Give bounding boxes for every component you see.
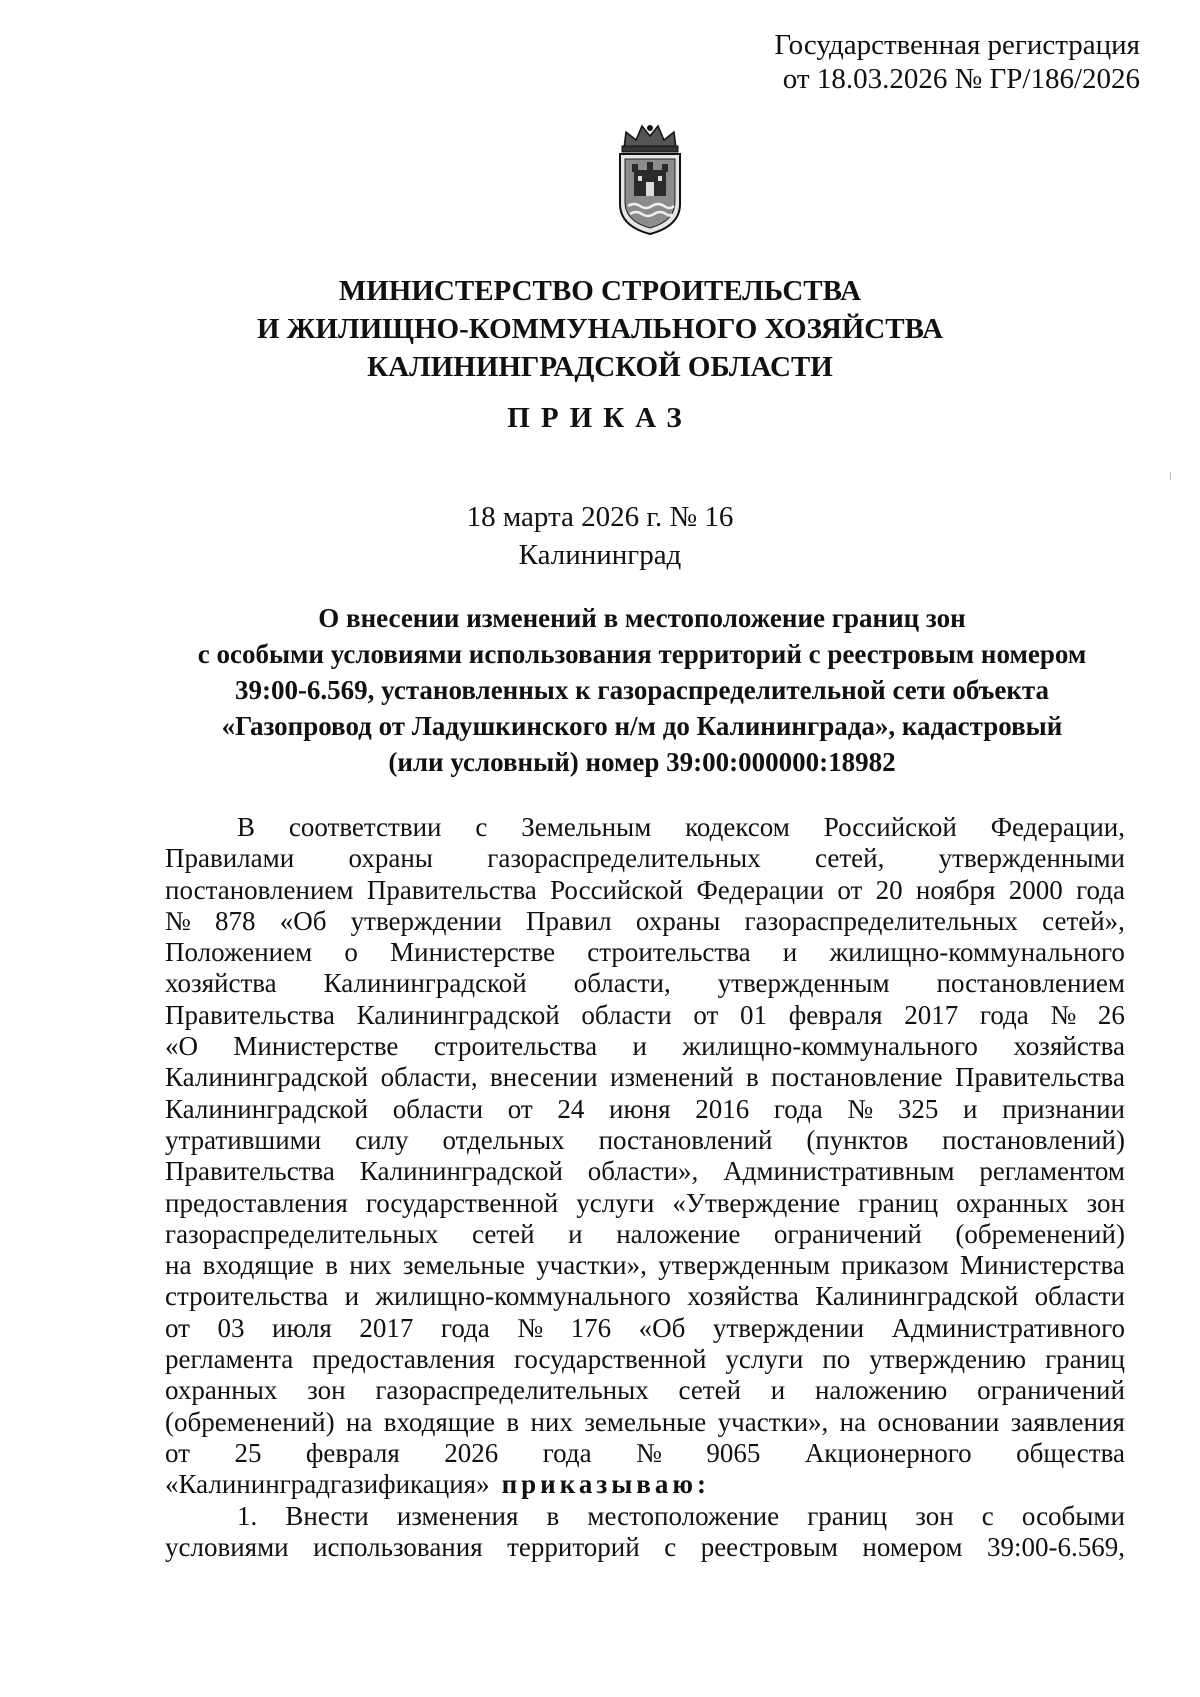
body-line	[165, 1094, 1125, 1125]
body-word: них	[349, 1250, 392, 1281]
body-word: особыми	[1021, 1500, 1125, 1531]
registration-line-1: Государственная регистрация	[774, 29, 1140, 61]
body-word: (обременений)	[165, 1406, 335, 1437]
body-line	[165, 1125, 1125, 1156]
body-word: Калининградской	[323, 968, 527, 999]
body-word: сетей,	[815, 843, 885, 874]
body-word: №	[517, 1312, 544, 1343]
body-word: них	[530, 1406, 573, 1437]
body-word: 325	[897, 1093, 939, 1124]
body-line	[165, 1062, 1125, 1093]
body-word: утвержденными	[938, 843, 1125, 874]
body-word: жилищно-коммунального	[375, 1281, 671, 1312]
body-word: Правительства	[955, 1062, 1125, 1093]
body-word: 1.	[237, 1500, 258, 1531]
title-line: О внесении изменений в местоположение границ зон	[318, 603, 966, 633]
body-word: области	[392, 1093, 484, 1124]
body-word: от	[837, 874, 863, 905]
body-word: 176	[570, 1312, 612, 1343]
body-word: входящие	[383, 1406, 496, 1437]
order-date-number: 18 марта 2026 г. № 16	[466, 501, 734, 533]
body-word: государственной	[513, 1344, 707, 1375]
body-word: границ	[1045, 1344, 1125, 1375]
body-word: Правительства	[165, 1156, 335, 1187]
body-word: февраля	[788, 999, 883, 1030]
body-word: газораспределительных	[744, 905, 1018, 936]
body-word: Калининградской	[356, 999, 560, 1030]
body-word: соответствии	[288, 812, 442, 842]
body-word: сетей	[472, 1218, 535, 1249]
body-word: строительства	[587, 937, 751, 968]
body-word: заявления	[1010, 1406, 1125, 1437]
body-word: Административным	[723, 1156, 955, 1187]
body-word: от	[693, 999, 719, 1030]
body-word: области	[1034, 1281, 1125, 1312]
coat-of-arms-icon	[612, 122, 688, 238]
body-word: ограничений	[773, 1218, 922, 1249]
body-word: условиями	[165, 1531, 289, 1562]
body-word: 2026	[444, 1437, 499, 1468]
body-word: Министерстве	[233, 1031, 399, 1062]
ministry-line-2: И ЖИЛИЩНО-КОММУНАЛЬНОГО ХОЗЯЙСТВА	[256, 313, 944, 345]
body-word: реестровым	[700, 1531, 838, 1562]
ministry-name	[0, 272, 1200, 386]
title-line: 39:00-6.569, установленных к газораспределительной сети объекта	[234, 675, 1050, 705]
body-word: охранных	[165, 1375, 278, 1406]
body-word: Федерации	[696, 874, 824, 905]
body-word: Земельным	[521, 812, 652, 842]
scan-mark	[1170, 472, 1171, 480]
body-word: и	[963, 1093, 978, 1124]
body-word: газораспределительных	[487, 843, 761, 874]
title-line: «Газопровод от Ладушкинского н/м до Калининграда», кадастровый	[221, 711, 1063, 741]
body-word: Российской	[550, 874, 684, 905]
body-word: Министерстве	[390, 937, 556, 968]
body-line	[165, 1219, 1125, 1250]
ministry-line-1: МИНИСТЕРСТВО СТРОИТЕЛЬСТВА	[338, 275, 862, 307]
body-word: с	[475, 812, 488, 842]
body-word: №	[847, 1093, 874, 1124]
body-word: Министерства	[960, 1250, 1125, 1281]
registration-stamp	[774, 28, 1140, 96]
body-word: газораспределительных	[165, 1218, 439, 1249]
body-word: утверждению	[869, 1344, 1027, 1375]
body-word: утвержденным	[658, 1250, 830, 1281]
body-word: года	[773, 1093, 823, 1124]
title-line: с особыми условиями использования территорий с реестровым номером	[197, 639, 1087, 669]
body-word: от	[165, 1437, 190, 1468]
body-line	[165, 1250, 1125, 1281]
body-word: 25	[234, 1437, 262, 1468]
body-word: на	[345, 1406, 373, 1437]
body-word: 24	[557, 1093, 585, 1124]
body-line	[165, 1532, 1125, 1563]
body-word: использования	[313, 1531, 483, 1562]
body-word: сетей	[678, 1375, 742, 1406]
body-word: (обременений)	[955, 1218, 1125, 1249]
body-word: ноября	[915, 874, 996, 905]
body-word: и	[344, 1281, 360, 1312]
body-word: области,	[573, 968, 671, 999]
body-word: и	[782, 937, 798, 968]
order-city: Калининград	[518, 539, 682, 571]
body-word: февраля	[305, 1437, 400, 1468]
body-word: зон	[307, 1375, 346, 1406]
body-line	[165, 968, 1125, 999]
body-word: сетей»,	[1042, 905, 1125, 936]
body-word: границ	[807, 1500, 888, 1531]
body-word: участки»,	[536, 1250, 647, 1281]
body-word: Акционерного	[804, 1437, 972, 1468]
body-word: признании	[1002, 1093, 1125, 1124]
body-word: на	[165, 1250, 192, 1281]
body-word: внесении	[490, 1062, 598, 1093]
body-word: охраны	[348, 843, 433, 874]
body-word: на	[839, 1406, 867, 1437]
body-word: постановлений	[598, 1124, 773, 1155]
body-word: 20	[875, 874, 903, 905]
body-word: с	[664, 1531, 677, 1562]
body-line	[165, 843, 1125, 874]
body-word: от	[507, 1093, 533, 1124]
body-word: и	[632, 1031, 647, 1062]
body-word: жилищно-коммунального	[829, 937, 1125, 968]
body-word: области	[581, 999, 672, 1030]
document-title	[160, 600, 1124, 780]
body-word: 01	[740, 999, 768, 1030]
body-word: ограничений	[977, 1375, 1125, 1406]
body-word: местоположение	[587, 1500, 780, 1531]
body-word: Внести	[285, 1500, 369, 1531]
body-word: Правительства	[165, 999, 335, 1030]
body-line	[165, 875, 1125, 906]
body-word: хозяйства	[165, 968, 277, 999]
body-word: зон	[1086, 1187, 1125, 1218]
body-word: области»,	[587, 1156, 699, 1187]
registration-line-2: от 18.03.2026 № ГР/186/2026	[782, 63, 1140, 95]
body-line	[165, 1156, 1125, 1187]
body-word: «Утверждение	[672, 1187, 841, 1218]
title-line: (или условный) номер 39:00:000000:18982	[388, 747, 896, 777]
body-word: 03	[217, 1312, 245, 1343]
body-word: строительства	[165, 1281, 329, 1312]
body-word: кодексом	[685, 812, 790, 842]
body-word: 9065	[706, 1437, 761, 1468]
body-word: постановление	[771, 1062, 943, 1093]
body-word: земельные	[584, 1406, 707, 1437]
body-word: газораспределительных	[375, 1375, 649, 1406]
body-word: Калининградской	[165, 1093, 369, 1124]
body-word: приказом	[841, 1250, 949, 1281]
body-word: года	[979, 999, 1029, 1030]
body-word: 2016	[695, 1093, 750, 1124]
body-line	[165, 1188, 1125, 1219]
body-word: июля	[272, 1312, 332, 1343]
body-word: июня	[609, 1093, 671, 1124]
body-word: 26	[1097, 999, 1125, 1030]
body-line	[165, 937, 1125, 968]
body-word: услуги	[576, 1187, 655, 1218]
body-line	[165, 1501, 1125, 1532]
body-word: строительства	[433, 1031, 598, 1062]
body-word: в	[546, 1500, 560, 1531]
body-word: Административного	[891, 1312, 1125, 1343]
body-line	[165, 1313, 1125, 1344]
body-word: границ	[858, 1187, 939, 1218]
body-word: «О	[165, 1031, 198, 1062]
ministry-line-3: КАЛИНИНГРАДСКОЙ ОБЛАСТИ	[367, 351, 833, 383]
body-word: 878	[214, 905, 256, 936]
body-word: общества	[1016, 1437, 1125, 1468]
body-word: зон	[915, 1500, 954, 1531]
body-word: с	[981, 1500, 994, 1531]
body-word: Федерации,	[990, 812, 1125, 842]
body-word: по	[822, 1344, 851, 1375]
body-word: №	[636, 1437, 662, 1468]
body-line	[165, 1407, 1125, 1438]
body-line	[165, 812, 1125, 843]
body-word: постановлений)	[942, 1124, 1125, 1155]
body-word: №	[1050, 999, 1077, 1030]
body-word: участки»,	[717, 1406, 829, 1437]
body-line	[165, 1375, 1125, 1406]
document-body	[165, 812, 1125, 1563]
order-word: приказываю:	[501, 1469, 710, 1500]
body-word: Калининградской	[165, 1062, 369, 1093]
body-word: «Об	[638, 1312, 686, 1343]
body-word: Положением	[165, 937, 313, 968]
body-word: постановлением	[936, 968, 1125, 999]
body-word: входящие	[202, 1250, 314, 1281]
body-word: хозяйства	[687, 1281, 799, 1312]
body-word: утверждении	[712, 1312, 865, 1343]
body-word: утверждении	[350, 905, 502, 936]
body-word: и	[568, 1218, 583, 1249]
body-word: Правительства	[366, 874, 537, 905]
body-word: хозяйства	[1013, 1031, 1125, 1062]
body-line	[165, 906, 1125, 937]
body-word: Правил	[526, 905, 612, 936]
body-word: государственной	[365, 1187, 559, 1218]
body-word: 2000	[1008, 874, 1063, 905]
body-word: В	[237, 812, 256, 842]
body-word: услуги	[725, 1344, 804, 1375]
document-type: ПРИКАЗ	[507, 402, 693, 434]
body-word: постановлением	[165, 874, 354, 905]
body-word: «Об	[279, 905, 327, 936]
body-word: 2017	[359, 1312, 414, 1343]
body-word: предоставления	[165, 1187, 348, 1218]
body-word: предоставления	[312, 1344, 496, 1375]
body-word: 39:00-6.569,	[987, 1531, 1125, 1562]
body-word: и	[770, 1375, 786, 1406]
body-word: изменения	[396, 1500, 519, 1531]
body-word: в	[325, 1250, 338, 1281]
body-word: наложению	[814, 1375, 948, 1406]
body-word: Калининградской	[815, 1281, 1019, 1312]
body-word: изменений	[609, 1062, 734, 1093]
body-word: года	[542, 1437, 592, 1468]
body-word: земельные	[402, 1250, 525, 1281]
body-word: утратившими	[165, 1124, 322, 1155]
body-word: о	[344, 937, 358, 968]
body-word: номером	[862, 1531, 963, 1562]
body-line	[165, 1438, 1125, 1469]
applicant-name: «Калининградгазификация»	[165, 1469, 490, 1500]
body-word: (пунктов	[806, 1124, 909, 1155]
body-word: отдельных	[442, 1124, 565, 1155]
body-line	[165, 1469, 1125, 1500]
body-word: Российской	[823, 812, 957, 842]
body-word: основании	[877, 1406, 1000, 1437]
body-line	[165, 1281, 1125, 1312]
body-word: в	[745, 1062, 759, 1093]
body-word: №	[165, 905, 191, 936]
body-word: регламентом	[979, 1156, 1125, 1187]
body-word: наложение	[616, 1218, 741, 1249]
body-line	[165, 1344, 1125, 1375]
body-word: Калининградской	[359, 1156, 563, 1187]
body-word: охраны	[635, 905, 721, 936]
body-line	[165, 1000, 1125, 1031]
body-word: года	[440, 1312, 490, 1343]
body-word: силу	[355, 1124, 409, 1155]
body-word: области,	[380, 1062, 478, 1093]
body-word: жилищно-коммунального	[682, 1031, 978, 1062]
body-word: Правилами	[165, 843, 295, 874]
body-word: в	[506, 1406, 520, 1437]
body-word: утвержденным	[717, 968, 890, 999]
body-word: охранных	[956, 1187, 1069, 1218]
body-line	[165, 1031, 1125, 1062]
body-word: регламента	[165, 1344, 294, 1375]
body-word: территорий	[507, 1531, 640, 1562]
body-word: 2017	[904, 999, 959, 1030]
date-block	[0, 498, 1200, 574]
body-word: года	[1076, 874, 1125, 905]
body-word: от	[165, 1312, 190, 1343]
